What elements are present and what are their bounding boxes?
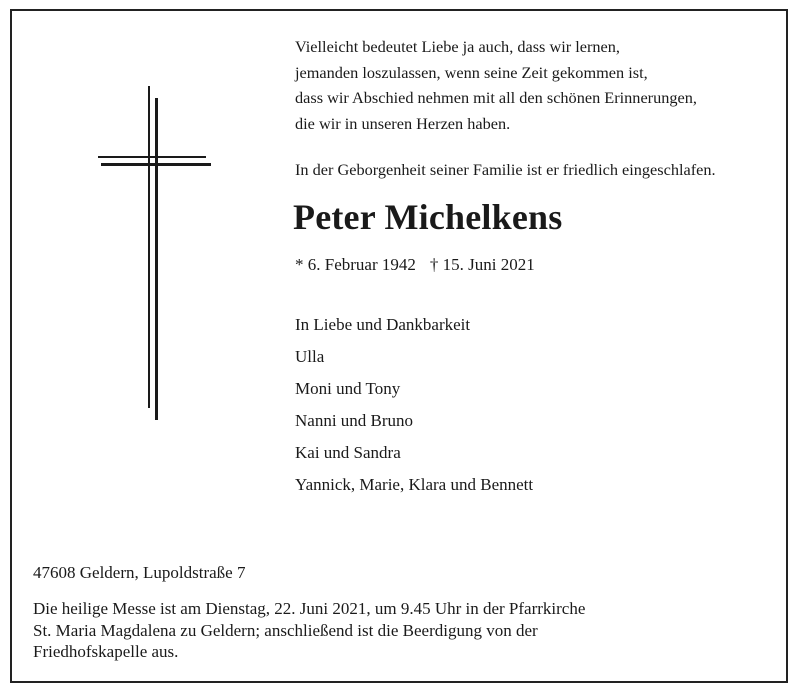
mourner-line: Nanni und Bruno [295, 411, 414, 430]
death-date: † 15. Juni 2021 [429, 255, 535, 274]
mourner-line: In Liebe und Dankbarkeit [295, 315, 471, 334]
cross-icon [96, 86, 212, 420]
poem-line: Vielleicht bedeutet Liebe ja auch, dass wir lernen, [295, 37, 620, 56]
poem-line: dass wir Abschied nehmen mit all den schönen Erinnerungen, [295, 88, 697, 108]
funeral-info-line: Die heilige Messe ist am Dienstag, 22. Juni 2021, um 9.45 Uhr in der Pfarrkirche [33, 599, 586, 618]
poem-line: jemanden loszulassen, wenn seine Zeit gekommen ist, [295, 62, 648, 82]
mourner-line: Moni und Tony [295, 379, 401, 398]
mourner-line: Kai und Sandra [295, 443, 401, 462]
funeral-info-line: St. Maria Magdalena zu Geldern; anschließend ist die Beerdigung von der [33, 620, 538, 640]
mourners-list [295, 315, 535, 507]
funeral-info [33, 598, 773, 663]
funeral-info-line: Friedhofskapelle aus. [33, 642, 179, 661]
mourner-line: Ulla [295, 347, 325, 366]
life-dates [295, 255, 535, 275]
poem [295, 34, 697, 137]
peace-line: In der Geborgenheit seiner Familie ist er friedlich eingeschlafen. [295, 160, 716, 179]
family-address: 47608 Geldern, Lupoldstraße 7 [33, 563, 246, 582]
mourner-line: Yannick, Marie, Klara und Bennett [295, 475, 534, 494]
deceased-name: Peter Michelkens [293, 197, 563, 237]
poem-line: die wir in unseren Herzen haben. [295, 114, 511, 134]
birth-date: * 6. Februar 1942 [295, 255, 416, 274]
